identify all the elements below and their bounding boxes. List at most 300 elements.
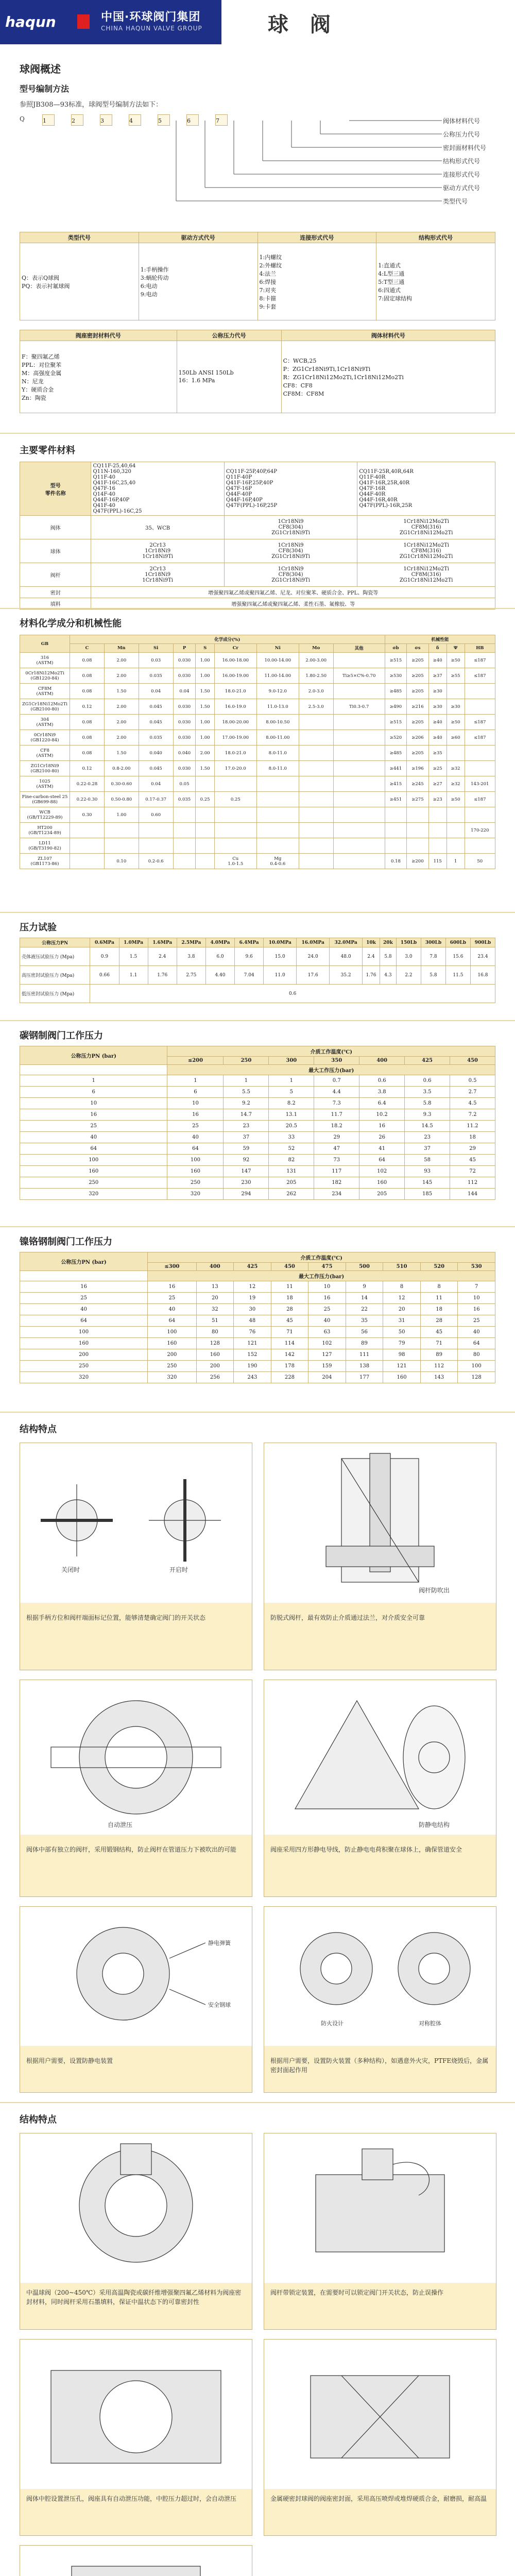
- feature2-caption-0: 中温球阀（200~450℃）采用高温陶瓷或碳纤维增强聚四氟乙烯材料为阀座密封材料，同时阀杆采用石墨填料，保证中温状态下的可靠密封性: [26, 2289, 242, 2306]
- stainless-cell: 7: [458, 1281, 495, 1293]
- code-label-2: 密封面材料代号: [443, 144, 487, 151]
- stainless-cell: 320: [148, 1372, 196, 1383]
- pressure-pn: 1.6MPa: [148, 938, 177, 947]
- fire-safe-illustration: [264, 1907, 496, 2041]
- chem-cell: [465, 838, 495, 854]
- carbon-cell: 26: [359, 1132, 405, 1143]
- carbon-cell: 64: [359, 1155, 405, 1166]
- chem-cell: [70, 838, 105, 854]
- stainless-cell: 138: [346, 1361, 383, 1372]
- code-lines-diagram: [20, 113, 495, 227]
- code-char-0: Q: [20, 115, 25, 123]
- stainless-cell: 128: [458, 1372, 495, 1383]
- chem-cell: 1.50: [104, 745, 139, 761]
- pressure-cell: 2.2: [397, 966, 421, 985]
- feature-panel-static: [264, 1680, 496, 1897]
- stainless-cell: 152: [234, 1349, 271, 1361]
- caption-bg: [20, 2046, 252, 2092]
- chem-cell: [139, 823, 173, 838]
- stainless-cell: 159: [308, 1361, 346, 1372]
- chem-cell: [333, 684, 385, 699]
- carbon-cell: 23: [405, 1132, 450, 1143]
- feature2-caption-1: 阀杆带锁定装置，在需要时可以锁定阀门开关状态，防止误操作: [270, 2289, 444, 2296]
- stainless-cell: 12: [383, 1293, 421, 1304]
- carbon-temp: 425: [405, 1057, 450, 1065]
- stainless-cell: 22: [346, 1304, 383, 1315]
- pressure-cell: 1.76: [148, 966, 177, 985]
- chem-cell: [256, 823, 299, 838]
- stainless-cell: 102: [308, 1338, 346, 1349]
- stainless-cell: 12: [234, 1281, 271, 1293]
- chem-cell: 1.80-2.50: [299, 668, 333, 684]
- feature-caption-0: 根据手柄方位和阀杆端面标记位置，能够清楚确定阀门的开关状态: [26, 1614, 206, 1621]
- chem-cell: ≥23: [428, 792, 447, 807]
- chem-cell: 1.50: [196, 684, 214, 699]
- stainless-pmax-header: 最大工作压力(bar): [148, 1271, 495, 1281]
- stainless-cell: 64: [458, 1338, 495, 1349]
- chem-row: [20, 653, 495, 668]
- stainless-cell: 177: [346, 1372, 383, 1383]
- svg-text:防火设计: 防火设计: [321, 2020, 344, 2027]
- stainless-cell: 35: [346, 1315, 383, 1327]
- carbon-cell: 16: [20, 1109, 167, 1121]
- carbon-cell: 1: [224, 1075, 269, 1087]
- code-box-1: 1: [42, 114, 55, 126]
- pressure-row-name: 低压密封试验压力 (Mpa): [20, 985, 90, 1003]
- carbon-cell: 29: [314, 1132, 359, 1143]
- code-table2-cell: F：聚四氟乙烯 PPL：对位聚苯 M：高强度金属 N：尼龙 Y：硬质合金 Zn：陶瓷: [20, 341, 177, 413]
- chem-col-header: S: [196, 644, 214, 653]
- carbon-cell: 72: [450, 1166, 495, 1177]
- code-label-1: 公称压力代号: [443, 131, 480, 138]
- carbon-cell: 37: [405, 1143, 450, 1155]
- code-label-3: 结构形式代号: [443, 158, 480, 165]
- chem-cell: 0.22-0.28: [70, 776, 105, 792]
- chem-cell: [385, 807, 407, 823]
- pressure-cell: 11.0: [264, 966, 297, 985]
- code-table2-header: 阀体材料代号: [281, 330, 495, 341]
- code-label-5: 驱动方式代号: [443, 184, 480, 192]
- section-title-carbon: 碳钢制阀门工作压力: [20, 1030, 103, 1041]
- chem-cell: [299, 745, 333, 761]
- chem-cell: [214, 807, 256, 823]
- chem-cell: [333, 838, 385, 854]
- carbon-cell: 5.8: [405, 1098, 450, 1109]
- svg-text:阀杆防吹出: 阀杆防吹出: [419, 1587, 450, 1594]
- carbon-cell: 5: [269, 1087, 314, 1098]
- chem-cell: [256, 792, 299, 807]
- chem-cell: 304 (ASTM): [20, 715, 70, 730]
- chem-cell: 0.2-0.6: [139, 854, 173, 869]
- chem-col-header: P: [173, 644, 196, 653]
- chem-cell: 11.0-13.0: [256, 699, 299, 715]
- chem-cell: 18.0-21.0: [214, 684, 256, 699]
- carbon-cell: 7.2: [450, 1109, 495, 1121]
- stainless-cell: 100: [148, 1327, 196, 1338]
- chem-cell: 9.0-12.0: [256, 684, 299, 699]
- carbon-cell: 0.5: [450, 1075, 495, 1087]
- stainless-cell: 31: [383, 1315, 421, 1327]
- chem-cell: 11.00-14.00: [256, 668, 299, 684]
- chem-header-chem: 化学成分(%): [70, 635, 385, 644]
- stainless-cell: 10: [458, 1293, 495, 1304]
- chem-header-grade: GB: [20, 635, 70, 653]
- stainless-temp: 500: [346, 1263, 383, 1271]
- stainless-cell: 45: [271, 1315, 308, 1327]
- materials-part: 阀杆: [20, 563, 91, 587]
- stainless-cell: 250: [20, 1361, 148, 1372]
- chem-cell: 0.08: [70, 715, 105, 730]
- svg-text:开启时: 开启时: [169, 1566, 188, 1573]
- chem-cell: 1025 (ASTM): [20, 776, 70, 792]
- stainless-cell: 20: [196, 1293, 234, 1304]
- chem-cell: 2.00: [104, 730, 139, 745]
- carbon-cell: 6: [167, 1087, 224, 1098]
- materials-model-cell: CQ11F-25,40,64 Q11N-160,320 Q11F-40 Q41F-16C,25,40 Q47F-16 Q14F-40 Q44F-16P,40P Q41F-40 Q47F(PPL)-16C,25: [91, 462, 224, 516]
- chem-cell: 1.00: [196, 730, 214, 745]
- chem-cell: [299, 838, 333, 854]
- carbon-temp: 350: [314, 1057, 359, 1065]
- model-title: 型号编制方法: [20, 84, 70, 94]
- chem-cell: [407, 807, 429, 823]
- materials-cell: 增强聚四氟乙烯或聚四氟乙烯、尼龙、对位聚苯、硬质合金、PPL、陶瓷等: [91, 587, 495, 598]
- chem-cell: 0.22-0.30: [70, 792, 105, 807]
- table-row: [20, 1166, 495, 1177]
- stainless-cell: 20: [383, 1304, 421, 1315]
- feature-panel-fire: [264, 1906, 496, 2093]
- pressure-cell: 4.3: [380, 966, 396, 985]
- table-row: [20, 1372, 495, 1383]
- carbon-pmax-header: 最大工作压力(bar): [167, 1065, 495, 1075]
- chem-cell: [299, 761, 333, 776]
- carbon-cell: 0.6: [405, 1075, 450, 1087]
- auto-pressure-relief-illustration: [20, 1680, 252, 1835]
- chem-cell: 0.05: [173, 776, 196, 792]
- chem-cell: [333, 761, 385, 776]
- chem-cell: 0.035: [139, 668, 173, 684]
- materials-part: 密封: [20, 587, 91, 598]
- chem-cell: ≥490: [385, 699, 407, 715]
- carbon-temp: ≤200: [167, 1057, 224, 1065]
- brand-name-cn: 中国·环球阀门集团: [101, 11, 201, 24]
- carbon-cell: 10: [20, 1098, 167, 1109]
- pressure-cell: 3.8: [177, 947, 205, 966]
- stainless-cell: 160: [20, 1338, 148, 1349]
- carbon-cell: 73: [314, 1155, 359, 1166]
- chem-cell: 143-201: [465, 776, 495, 792]
- materials-cell: 1Cr18Ni9 CF8(304) ZG1Cr18Ni9Ti: [224, 563, 357, 587]
- carbon-cell: 64: [167, 1143, 224, 1155]
- carbon-cell: 37: [224, 1132, 269, 1143]
- chem-cell: [299, 715, 333, 730]
- carbon-cell: 7.3: [314, 1098, 359, 1109]
- code-box-3: 3: [100, 114, 112, 126]
- chem-cell: 8.00-11.00: [256, 730, 299, 745]
- cavity-relief-illustration: [20, 2340, 252, 2484]
- materials-cell: 1Cr18Ni12Mo2Ti CF8M(316) ZG1Cr18Ni12Mo2Ti: [357, 516, 495, 539]
- carbon-cell: 45: [450, 1155, 495, 1166]
- chem-row: [20, 776, 495, 792]
- chem-cell: 1.50: [104, 684, 139, 699]
- stainless-cell: 80: [458, 1349, 495, 1361]
- chem-cell: 1.00: [196, 653, 214, 668]
- chem-cell: [465, 699, 495, 715]
- feature-panel-spring: [20, 1906, 252, 2093]
- section-title-pressure: 压力试验: [20, 922, 57, 933]
- feature2-panel-3: [264, 2339, 496, 2536]
- carbon-cell: 160: [20, 1166, 167, 1177]
- chem-cell: [465, 684, 495, 699]
- table-row: [20, 1349, 495, 1361]
- carbon-cell: 131: [269, 1166, 314, 1177]
- pressure-cell: 23.4: [470, 947, 495, 966]
- chem-cell: [196, 854, 214, 869]
- chem-cell: [447, 745, 465, 761]
- chem-cell: WCB (GB/T12229-89): [20, 807, 70, 823]
- carbon-cell: 23: [224, 1121, 269, 1132]
- svg-text:haqun: haqun: [5, 13, 56, 30]
- chem-cell: 0.04: [173, 684, 196, 699]
- chem-cell: ≥30: [428, 684, 447, 699]
- brand-name-en: CHINA HAQUN VALVE GROUP: [101, 25, 202, 32]
- chem-cell: ≥32: [447, 761, 465, 776]
- pressure-cell: 1.5: [119, 947, 148, 966]
- carbon-cell: 250: [20, 1177, 167, 1189]
- chem-cell: ≥37: [428, 668, 447, 684]
- chem-cell: [299, 823, 333, 838]
- chem-cell: Cu 1.0-1.5: [214, 854, 256, 869]
- chem-cell: [256, 838, 299, 854]
- feature2-caption-3: 金属硬密封球阀的阀座密封面，采用高压喷焊或堆焊硬质合金，耐磨损，耐高温: [270, 2495, 487, 2502]
- stainless-cell: 204: [308, 1372, 346, 1383]
- stainless-temp: 450: [271, 1263, 308, 1271]
- table-row: [20, 1338, 495, 1349]
- chem-cell: 16.00-19.00: [214, 668, 256, 684]
- chem-cell: ≥50: [447, 653, 465, 668]
- code-label-0: 阀体材料代号: [443, 117, 480, 125]
- stainless-table: [20, 1252, 495, 1383]
- chem-cell: [447, 823, 465, 838]
- svg-text:自动泄压: 自动泄压: [108, 1821, 133, 1828]
- stainless-temp: 475: [308, 1263, 346, 1271]
- metal-seat-illustration: [264, 2340, 496, 2484]
- carbon-cell: 40: [20, 1132, 167, 1143]
- carbon-cell: 33: [269, 1132, 314, 1143]
- chem-cell: 10.00-14.00: [256, 653, 299, 668]
- chem-cell: [428, 823, 447, 838]
- chem-cell: ≥515: [385, 715, 407, 730]
- chem-cell: ≥40: [428, 653, 447, 668]
- pressure-cell: 7.8: [421, 947, 445, 966]
- materials-part: 填料: [20, 598, 91, 609]
- chem-cell: [447, 838, 465, 854]
- stainless-cell: 160: [148, 1338, 196, 1349]
- carbon-cell: 20.5: [269, 1121, 314, 1132]
- chem-cell: [173, 807, 196, 823]
- stainless-cell: 63: [308, 1327, 346, 1338]
- stainless-cell: 25: [458, 1315, 495, 1327]
- table-row: [20, 1315, 495, 1327]
- chem-cell: ≥205: [407, 653, 429, 668]
- section-title-features-2: 结构特点: [20, 2114, 57, 2125]
- chem-row: [20, 807, 495, 823]
- chem-cell: ≥530: [385, 668, 407, 684]
- chem-row: [20, 838, 495, 854]
- chem-cell: 0Cr18Ni9 (GB1220-84): [20, 730, 70, 745]
- stainless-cell: 45: [420, 1327, 458, 1338]
- carbon-temp: 450: [450, 1057, 495, 1065]
- stainless-cell: 80: [196, 1327, 234, 1338]
- chem-row: [20, 761, 495, 776]
- stainless-spacer: [20, 1271, 148, 1281]
- carbon-cell: 144: [450, 1189, 495, 1200]
- carbon-cell: 93: [405, 1166, 450, 1177]
- chem-cell: LD11 (GB/T3190-82): [20, 838, 70, 854]
- chem-row: [20, 823, 495, 838]
- materials-cell: 35、WCB: [91, 516, 224, 539]
- pressure-pn: 1.0MPa: [119, 938, 148, 947]
- code-table-cell: Q：表示Q球阀 PQ：表示衬氟球阀: [20, 243, 139, 320]
- stainless-pn-header: 公称压力PN (bar): [20, 1252, 148, 1271]
- code-table-header: 类型代号: [20, 232, 139, 243]
- carbon-cell: 117: [314, 1166, 359, 1177]
- chem-cell: [70, 823, 105, 838]
- code-table: [20, 232, 495, 320]
- chem-cell: [196, 776, 214, 792]
- chem-cell: 0.045: [139, 761, 173, 776]
- stainless-cell: 128: [196, 1338, 234, 1349]
- stainless-cell: 89: [346, 1338, 383, 1349]
- chem-cell: 16.00-18.00: [214, 653, 256, 668]
- svg-text:关闭时: 关闭时: [61, 1566, 80, 1573]
- pressure-pn: 16.0MPa: [297, 938, 330, 947]
- chem-cell: [173, 823, 196, 838]
- carbon-cell: 9.2: [224, 1098, 269, 1109]
- chem-cell: Fine-carbon-steel 25 (GB699-88): [20, 792, 70, 807]
- stem-anti-blowout-illustration: [264, 1443, 496, 1598]
- table-row: [20, 1098, 495, 1109]
- chem-cell: ≥441: [385, 761, 407, 776]
- chem-cell: [385, 823, 407, 838]
- carbon-cell: 230: [224, 1177, 269, 1189]
- chem-cell: [385, 838, 407, 854]
- section-title-chem: 材料化学成分和机械性能: [20, 618, 122, 629]
- pressure-cell: 1.1: [119, 966, 148, 985]
- carbon-cell: 145: [405, 1177, 450, 1189]
- svg-text:防静电结构: 防静电结构: [419, 1821, 450, 1828]
- pressure-cell: 24.0: [297, 947, 330, 966]
- code-box-7: 7: [215, 114, 228, 126]
- chem-cell: 0.045: [139, 715, 173, 730]
- chem-cell: [428, 838, 447, 854]
- stainless-cell: 243: [234, 1372, 271, 1383]
- pressure-cell: 0.6: [90, 985, 495, 1003]
- section-title-materials: 主要零件材料: [20, 445, 75, 456]
- feature-caption-3: 阀座采用四方形静电导线，防止静电电荷积聚在球体上，确保管道安全: [270, 1846, 462, 1853]
- chem-row: [20, 668, 495, 684]
- materials-cell: 2Cr13 1Cr18Ni9 1Cr18Ni9Ti: [91, 539, 224, 563]
- code-table-2: [20, 330, 495, 413]
- chem-col-header: Mo: [299, 644, 333, 653]
- stainless-cell: 8: [420, 1281, 458, 1293]
- chem-col-header: σs: [407, 644, 429, 653]
- stainless-temp: 510: [383, 1263, 421, 1271]
- pressure-cell: 48.0: [330, 947, 363, 966]
- carbon-cell: 3.8: [359, 1087, 405, 1098]
- materials-model-cell: CQ11F-25R,40R,64R Q11F-40R Q41F-16R,25R,40R Q47F-16R Q44F-40R Q44F-16R,40R Q47F(PPL)-16R,25R: [357, 462, 495, 516]
- stainless-cell: 200: [148, 1349, 196, 1361]
- chem-cell: ≤187: [465, 792, 495, 807]
- divider: [0, 1020, 515, 1021]
- pressure-cell: 2.75: [177, 966, 205, 985]
- chem-row: [20, 715, 495, 730]
- table-row: [20, 1121, 495, 1132]
- chem-cell: 0.25: [214, 792, 256, 807]
- materials-table: [20, 462, 495, 609]
- chem-cell: ZL107 (GB1173-86): [20, 854, 70, 869]
- table-row: [20, 1155, 495, 1166]
- table-row: [20, 1304, 495, 1315]
- stainless-cell: 9: [346, 1281, 383, 1293]
- carbon-cell: 47: [314, 1143, 359, 1155]
- page-title: 球 阀: [268, 12, 338, 37]
- chem-cell: CF8M (ASTM): [20, 684, 70, 699]
- stainless-cell: 28: [271, 1304, 308, 1315]
- title-area: [221, 0, 515, 44]
- pressure-cell: 15.0: [264, 947, 297, 966]
- chem-cell: 0.12: [70, 699, 105, 715]
- stainless-cell: 50: [383, 1327, 421, 1338]
- chem-cell: 2.00: [104, 715, 139, 730]
- carbon-cell: 0.6: [359, 1075, 405, 1087]
- carbon-cell: 1: [167, 1075, 224, 1087]
- carbon-temp: 300: [269, 1057, 314, 1065]
- chem-cell: [333, 715, 385, 730]
- stainless-temp: 400: [196, 1263, 234, 1271]
- chem-cell: [139, 838, 173, 854]
- chem-row: [20, 792, 495, 807]
- chem-col-header: 其他: [333, 644, 385, 653]
- materials-part: 球体: [20, 539, 91, 563]
- chem-cell: [465, 807, 495, 823]
- stainless-cell: 16: [458, 1304, 495, 1315]
- chem-row: [20, 684, 495, 699]
- carbon-cell: 4.5: [450, 1098, 495, 1109]
- pressure-pn: 0.6MPa: [90, 938, 119, 947]
- carbon-cell: 234: [314, 1189, 359, 1200]
- chem-table: [20, 635, 495, 869]
- feature-caption-4: 根据用户需要，设置防静电装置: [26, 2057, 113, 2064]
- chem-cell: ≥35: [428, 745, 447, 761]
- stainless-cell: 16: [20, 1281, 148, 1293]
- stainless-cell: 100: [458, 1361, 495, 1372]
- stainless-cell: 178: [271, 1361, 308, 1372]
- chem-cell: 0.04: [139, 684, 173, 699]
- chem-cell: ≥50: [447, 715, 465, 730]
- stainless-cell: 64: [20, 1315, 148, 1327]
- feature-panel-handle: [20, 1443, 252, 1670]
- chem-cell: [70, 854, 105, 869]
- chem-cell: 0.045: [139, 699, 173, 715]
- chem-cell: [333, 745, 385, 761]
- stainless-cell: 56: [346, 1327, 383, 1338]
- chem-cell: 1: [447, 854, 465, 869]
- chem-cell: 8.0-11.0: [256, 745, 299, 761]
- stainless-temp: ≤300: [148, 1263, 196, 1271]
- chem-cell: [333, 776, 385, 792]
- pressure-pn: 10k: [363, 938, 380, 947]
- chem-cell: 16.0-19.0: [214, 699, 256, 715]
